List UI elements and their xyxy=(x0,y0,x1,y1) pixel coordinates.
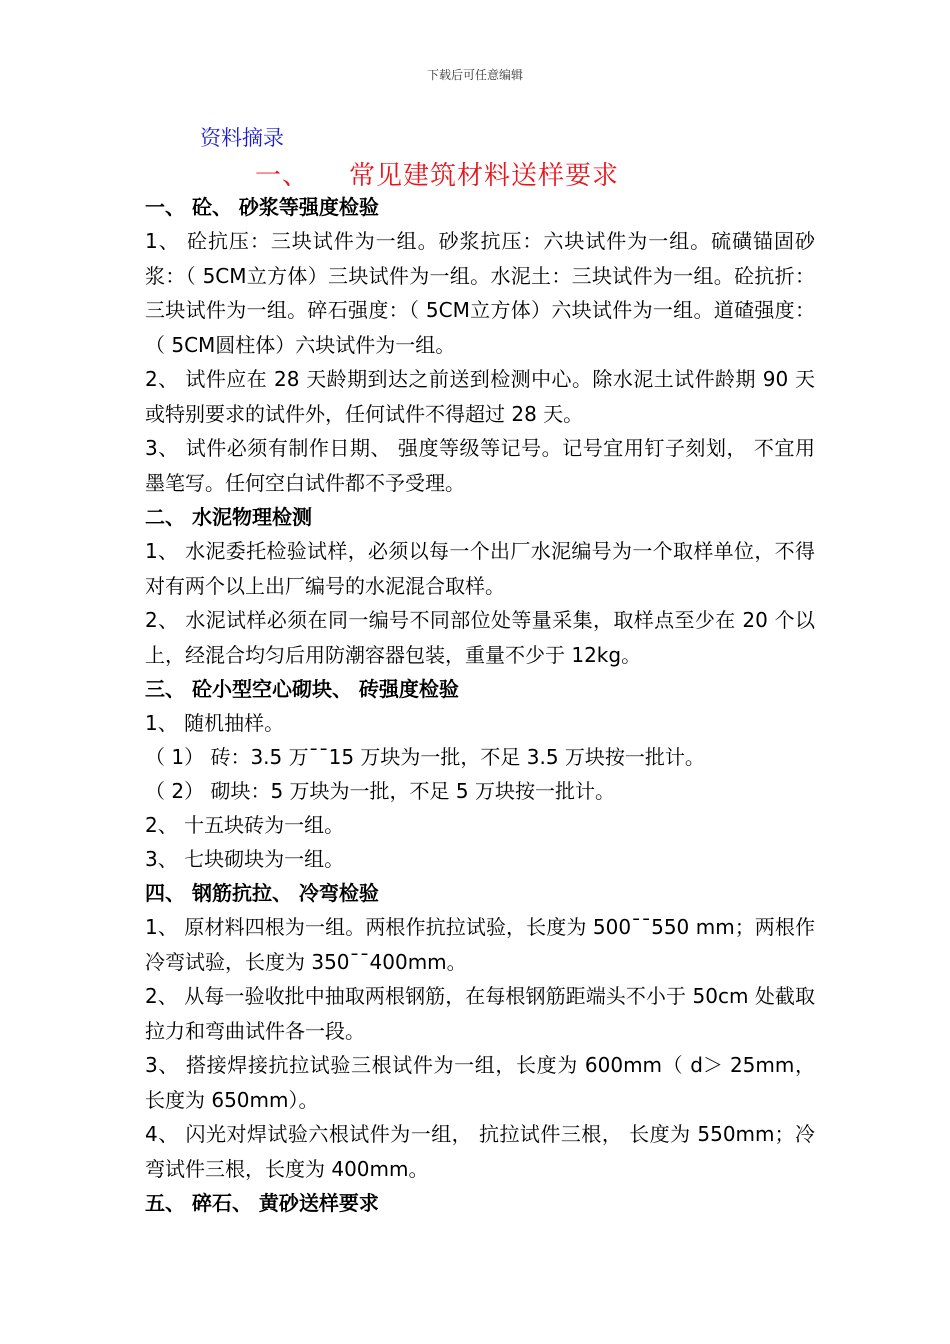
paragraph: 2、 试件应在 28 天龄期到达之前送到检测中心。除水泥土试件龄期 90 天或特别要求的试件外，任何试件不得超过 28 天。 xyxy=(145,367,815,426)
paragraph: 1、 砼抗压：三块试件为一组。砂浆抗压：六块试件为一组。硫磺锚固砂浆：（ 5CM立方体）三块试件为一组。水泥土：三块试件为一组。砼抗折：三块试件为一组。碎石强度：（ 5CM立方体）六块试件为一组。道碴强度：（ 5CM圆柱体）六块试件为一组。 xyxy=(145,229,815,357)
section-heading: 四、 钢筋抗拉、 冷弯检验 xyxy=(145,881,379,905)
title-number: 一、 xyxy=(255,161,310,191)
paragraph: （ 2） 砌块：5 万块为一批，不足 5 万块按一批计。 xyxy=(145,779,615,803)
paragraph: 2、 十五块砖为一组。 xyxy=(145,813,345,837)
section-heading: 五、 碎石、 黄砂送样要求 xyxy=(145,1191,379,1215)
paragraph: 2、 水泥试样必须在同一编号不同部位处等量采集，取样点至少在 20 个以上，经混合均匀后用防潮容器包装，重量不少于 12kg。 xyxy=(145,608,815,667)
paragraph: 3、 搭接焊接抗拉试验三根试件为一组，长度为 600mm（ d＞ 25mm，长度为 650mm）。 xyxy=(145,1053,815,1112)
section-heading: 二、 水泥物理检测 xyxy=(145,505,312,529)
section-heading: 一、 砼、 砂浆等强度检验 xyxy=(145,195,379,219)
paragraph: 3、 七块砌块为一组。 xyxy=(145,847,345,871)
paragraph: 4、 闪光对焊试验六根试件为一组， 抗拉试件三根， 长度为 550mm；冷弯试件三根，长度为 400mm。 xyxy=(145,1122,815,1181)
section-heading: 三、 砼小型空心砌块、 砖强度检验 xyxy=(145,677,459,701)
paragraph: 3、 试件必须有制作日期、 强度等级等记号。记号宜用钉子刻划， 不宜用墨笔写。任何空白试件都不予受理。 xyxy=(145,436,815,495)
paragraph: 2、 从每一验收批中抽取两根钢筋，在每根钢筋距端头不小于 50cm 处截取拉力和弯曲试件各一段。 xyxy=(145,984,815,1043)
document-body xyxy=(145,190,815,1220)
header-note: 下载后可任意编辑 xyxy=(426,68,523,82)
paragraph: （ 1） 砖：3.5 万¯¯15 万块为一批，不足 3.5 万块按一批计。 xyxy=(145,745,705,769)
document-title xyxy=(255,155,619,192)
excerpt-label: 资料摘录 xyxy=(200,126,284,150)
paragraph: 1、 水泥委托检验试样，必须以每一个出厂水泥编号为一个取样单位，不得对有两个以上出厂编号的水泥混合取样。 xyxy=(145,539,815,598)
title-text: 常见建筑材料送样要求 xyxy=(349,161,620,191)
paragraph: 1、 随机抽样。 xyxy=(145,711,285,735)
paragraph: 1、 原材料四根为一组。两根作抗拉试验，长度为 500¯¯550 mm；两根作冷弯试验，长度为 350¯¯400mm。 xyxy=(145,915,815,974)
